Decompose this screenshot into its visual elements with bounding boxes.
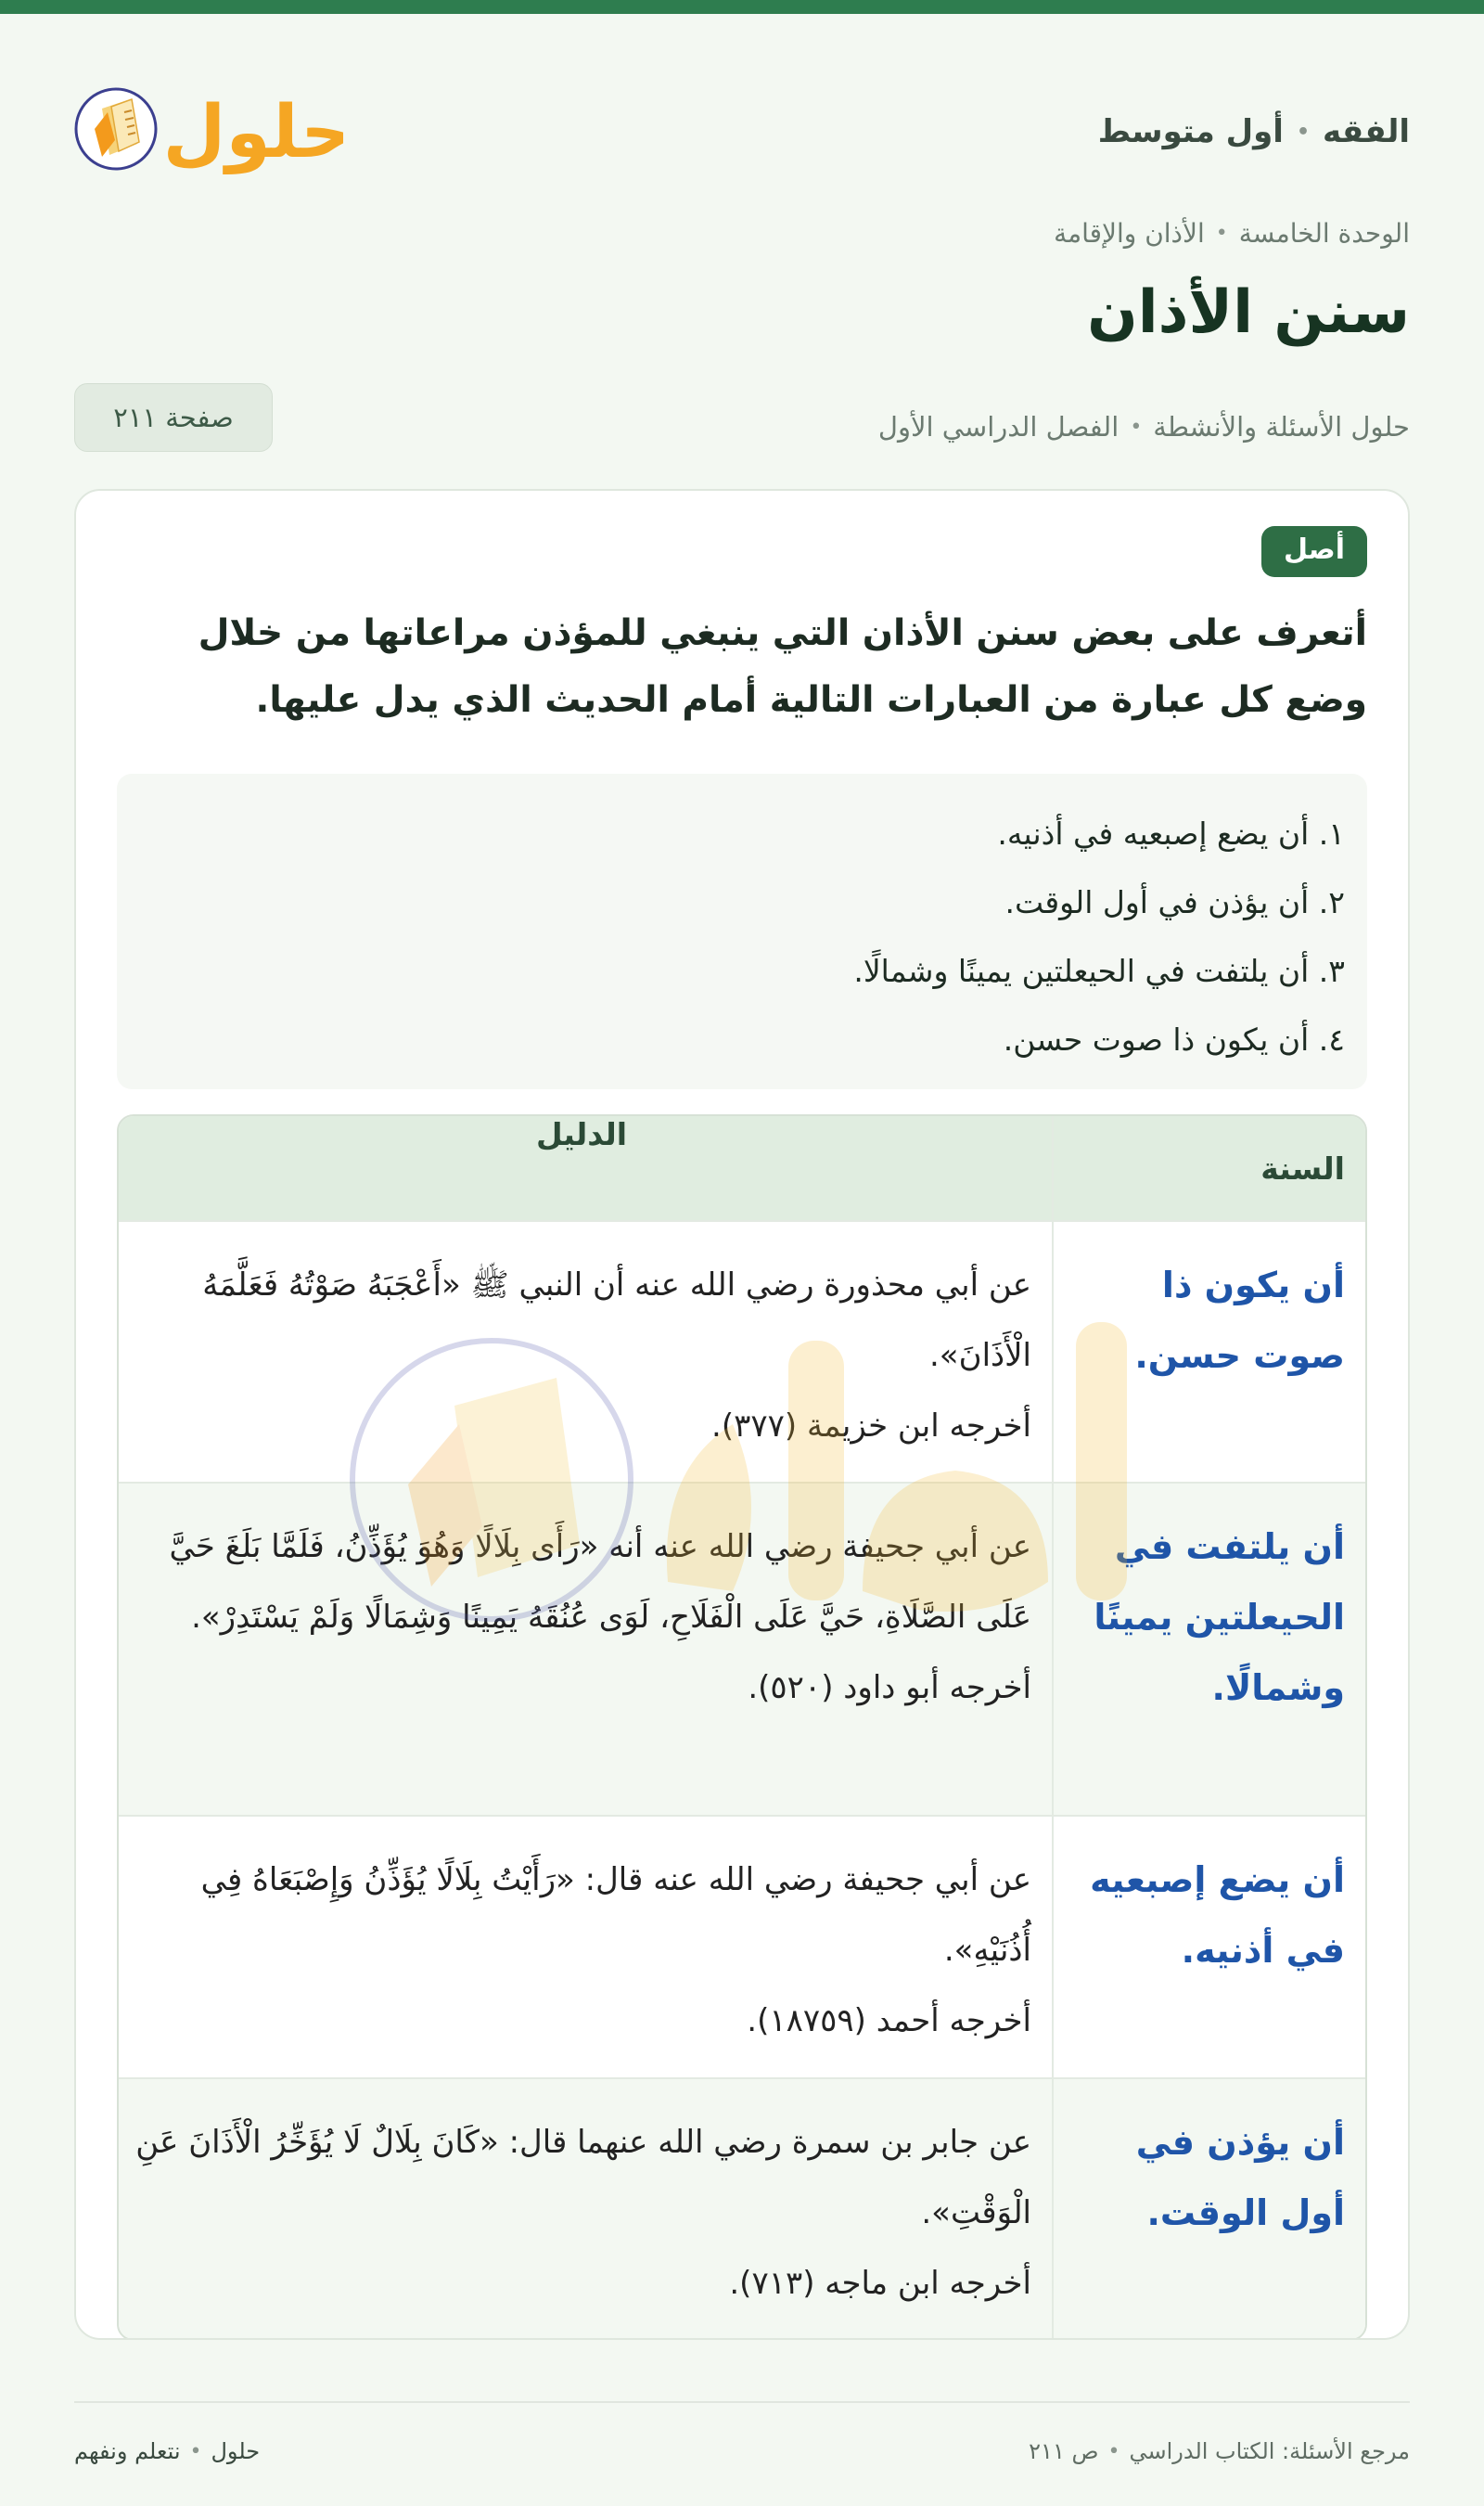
answer-table	[117, 1114, 1367, 2340]
separator-dot: •	[1107, 2439, 1120, 2463]
sunna-cell: أن يكون ذا صوت حسن.	[1134, 1265, 1345, 1376]
page-meta	[878, 411, 1410, 443]
page-number-badge: صفحة ٢١١	[74, 383, 273, 452]
separator-dot: •	[1130, 415, 1143, 439]
option-item: ٣. أن يلتفت في الحيعلتين يمينًا وشمالًا.	[853, 953, 1345, 989]
hulul-logo[interactable]	[74, 71, 343, 183]
footer-slogan: نتعلم ونفهم	[74, 2438, 181, 2464]
table-row	[119, 1817, 1365, 2079]
separator-dot: •	[1296, 120, 1311, 144]
book-logo-icon	[74, 71, 343, 183]
source-cell: أخرجه أبو داود (٥٢٠).	[748, 1669, 1031, 1706]
top-accent-bar	[0, 0, 1484, 14]
table-row	[119, 1222, 1365, 1484]
page-header	[74, 71, 1410, 183]
option-item: ٢. أن يؤذن في أول الوقت.	[1004, 884, 1345, 920]
table-header-row	[119, 1116, 1365, 1222]
table-row	[119, 2079, 1365, 2339]
breadcrumb	[1054, 218, 1410, 249]
subject-label: الفقه	[1323, 113, 1410, 150]
page	[74, 14, 1410, 2506]
footer-divider	[74, 2401, 1410, 2403]
breadcrumb-topic[interactable]: الأذان والإقامة	[1054, 218, 1205, 249]
grade-label: أول متوسط	[1097, 113, 1284, 150]
footer-brand-name[interactable]: حلول	[211, 2438, 261, 2464]
page-title: سنن الأذان	[1087, 278, 1410, 347]
meta-term: الفصل الدراسي الأول	[877, 411, 1119, 443]
exercise-card	[74, 489, 1410, 2340]
logo-wordmark: حلول	[162, 91, 343, 174]
evidence-cell: عن أبي محذورة رضي الله عنه أن النبي ﷺ «أَعْجَبَهُ صَوْتُهُ فَعَلَّمَهُ الْأَذَانَ».	[202, 1266, 1031, 1374]
header-evidence: الدليل	[535, 1116, 628, 1152]
meta-section: حلول الأسئلة والأنشطة	[1153, 411, 1410, 443]
subject-grade	[1098, 113, 1410, 150]
exercise-tag: أصل	[1261, 526, 1367, 577]
evidence-cell: عن أبي جحيفة رضي الله عنه قال: «رَأَيْتُ بِلَالًا يُؤَذِّنُ وَإِصْبَعَاهُ فِي أُذُنَيْهِ».	[200, 1861, 1031, 1969]
sunna-cell: أن يضع إصبعيه في أذنيه.	[1090, 1859, 1345, 1971]
question-text: أتعرف على بعض سنن الأذان التي ينبغي للمؤذن مراعاتها من خلال وضع كل عبارة من العبارات التالية أمام الحديث الذي يدل عليها.	[198, 612, 1367, 721]
source-cell: أخرجه ابن خزيمة (٣٧٧).	[711, 1407, 1031, 1445]
footer-brand	[74, 2438, 260, 2464]
footer-page: ص ٢١١	[1029, 2438, 1099, 2464]
separator-dot: •	[1215, 222, 1228, 245]
option-item: ١. أن يضع إصبعيه في أذنيه.	[997, 816, 1345, 852]
footer-reference	[1029, 2438, 1410, 2464]
evidence-cell: عن جابر بن سمرة رضي الله عنهما قال: «كَانَ بِلَالٌ لَا يُؤَخِّرُ الْأَذَانَ عَنِ الْوَقْتِ».	[135, 2124, 1031, 2231]
source-cell: أخرجه ابن ماجه (٧١٣).	[729, 2265, 1031, 2302]
breadcrumb-unit[interactable]: الوحدة الخامسة	[1238, 218, 1410, 249]
header-sunna: السنة	[1052, 1116, 1365, 1220]
separator-dot: •	[189, 2439, 202, 2463]
sunna-cell: أن يؤذن في أول الوقت.	[1135, 2122, 1345, 2233]
sunna-cell: أن يلتفت في الحيعلتين يمينًا وشمالًا.	[1094, 1526, 1345, 1708]
options-list	[117, 774, 1367, 1089]
option-item: ٤. أن يكون ذا صوت حسن.	[1003, 1022, 1345, 1058]
table-row	[119, 1484, 1365, 1817]
evidence-cell: عن أبي جحيفة رضي الله عنه أنه «رَأَى بِلَالًا وَهُوَ يُؤَذِّنُ، فَلَمَّا بَلَغَ حَيَّ عَلَى الصَّلَاةِ، حَيَّ عَلَى الْفَلَاحِ، لَوَى عُنُقَهُ يَمِينًا وَشِمَالًا وَلَمْ يَسْتَدِرْ».	[169, 1528, 1031, 1636]
source-cell: أخرجه أحمد (١٨٧٥٩).	[747, 2002, 1031, 2039]
footer-reference-text: مرجع الأسئلة: الكتاب الدراسي	[1129, 2438, 1410, 2464]
